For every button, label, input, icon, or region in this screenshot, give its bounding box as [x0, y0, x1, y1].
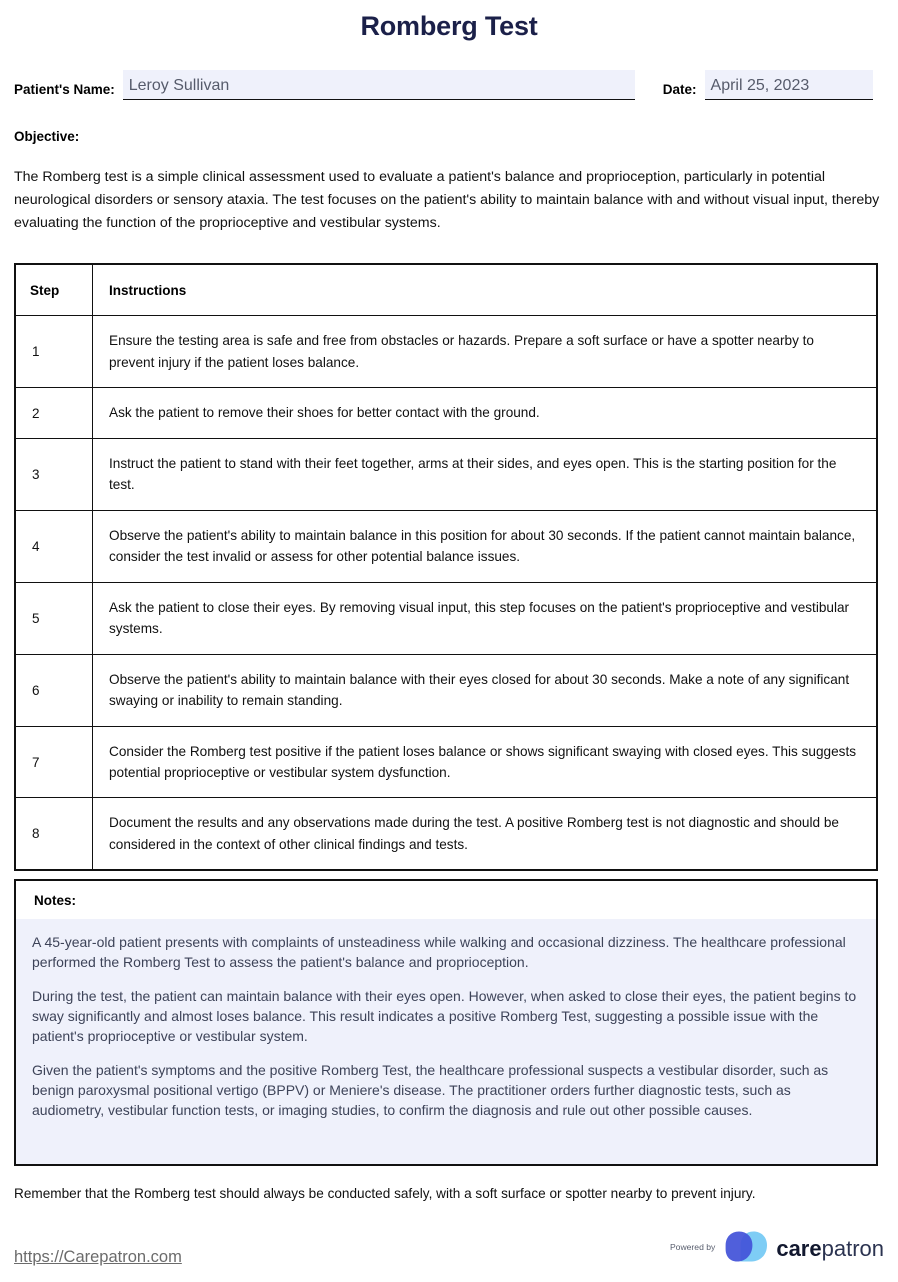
steps-table-body [15, 316, 877, 871]
table-row [15, 510, 877, 582]
notes-heading: Notes: [16, 881, 876, 919]
carepatron-url-link[interactable]: https://Carepatron.com [14, 1247, 182, 1266]
carepatron-wordmark [776, 1235, 884, 1261]
patient-name-input[interactable]: Leroy Sullivan [123, 70, 635, 100]
patient-name-field-wrap[interactable] [123, 70, 635, 101]
carepatron-logo-icon [724, 1230, 769, 1268]
column-header-step: Step [15, 264, 93, 316]
table-row [15, 798, 877, 870]
column-header-instructions: Instructions [93, 264, 878, 316]
patient-info-row [14, 62, 884, 100]
step-number: 7 [15, 726, 93, 798]
step-number: 5 [15, 582, 93, 654]
notes-box [14, 879, 878, 1166]
step-instruction: Ask the patient to remove their shoes for better contact with the ground. [93, 388, 878, 438]
step-instruction: Instruct the patient to stand with their feet together, arms at their sides, and eyes open. This is the starting position for the test. [93, 438, 878, 510]
date-label: Date: [662, 82, 697, 98]
reminder-text: Remember that the Romberg test should always be conducted safely, with a soft surface or spotter nearby to prevent injury. [14, 1186, 756, 1202]
steps-table [14, 263, 878, 871]
notes-paragraph: During the test, the patient can maintain balance with their eyes open. However, when asked to close their eyes, the patient begins to sway significantly and almost loses balance. This result indicates a positive Romberg Test, suggesting a possible issue with the patient's proprioceptive or vestibular system. [32, 988, 857, 1044]
date-field-wrap[interactable] [705, 70, 873, 101]
table-row [15, 438, 877, 510]
step-number: 4 [15, 510, 93, 582]
step-number: 2 [15, 388, 93, 438]
steps-table-header-row [15, 264, 877, 316]
page-footer [14, 1228, 884, 1268]
steps-table-head [15, 264, 877, 316]
brand-block [670, 1230, 884, 1268]
brand-word-bold: care [776, 1235, 822, 1261]
carepatron-logo [724, 1230, 884, 1268]
table-row [15, 316, 877, 388]
step-instruction: Ensure the testing area is safe and free from obstacles or hazards. Prepare a soft surface or have a spotter nearby to prevent injury if the patient loses balance. [93, 316, 878, 388]
table-row [15, 726, 877, 798]
notes-paragraph: A 45-year-old patient presents with complaints of unsteadiness while walking and occasional dizziness. The healthcare professional performed the Romberg Test to assess the patient's balance and proprioception. [32, 934, 846, 971]
table-row [15, 582, 877, 654]
step-instruction: Observe the patient's ability to maintain balance in this position for about 30 seconds. If the patient cannot maintain balance, consider the test invalid or assess for other potential balance issues. [93, 510, 878, 582]
step-instruction: Consider the Romberg test positive if the patient loses balance or shows significant swaying with closed eyes. This suggests potential proprioceptive or vestibular system dysfunction. [93, 726, 878, 798]
brand-word-light: patron [821, 1235, 884, 1261]
step-instruction: Ask the patient to close their eyes. By removing visual input, this step focuses on the patient's proprioceptive and vestibular systems. [93, 582, 878, 654]
step-number: 8 [15, 798, 93, 870]
date-input[interactable]: April 25, 2023 [705, 70, 873, 100]
patient-name-label: Patient's Name: [14, 82, 115, 98]
notes-paragraph: Given the patient's symptoms and the positive Romberg Test, the healthcare professional suspects a vestibular disorder, such as benign paroxysmal positional vertigo (BPPV) or Meniere's disease. The practitioner orders further diagnostic tests, such as audiometry, vestibular function tests, or imaging studies, to confirm the diagnosis and rule out other possible causes. [32, 1061, 829, 1118]
page-title: Romberg Test [360, 11, 538, 41]
notes-textarea[interactable] [16, 919, 876, 1164]
step-number: 3 [15, 438, 93, 510]
table-row [15, 388, 877, 438]
step-number: 1 [15, 316, 93, 388]
step-instruction: Observe the patient's ability to maintain balance with their eyes closed for about 30 seconds. Make a note of any significant swaying or inability to remain standing. [93, 654, 878, 726]
objective-heading: Objective: [14, 129, 80, 145]
table-row [15, 654, 877, 726]
powered-by-label: Powered by [669, 1241, 716, 1252]
objective-text: The Romberg test is a simple clinical assessment used to evaluate a patient's balance and proprioception, particularly in potential neurological disorders or sensory ataxia. The test focuses on the patient's ability to maintain balance with and without visual input, thereby evaluating the function of the proprioceptive and vestibular systems. [14, 169, 880, 232]
step-number: 6 [15, 654, 93, 726]
step-instruction: Document the results and any observations made during the test. A positive Romberg test is not diagnostic and should be considered in the context of other clinical findings and tests. [93, 798, 878, 870]
